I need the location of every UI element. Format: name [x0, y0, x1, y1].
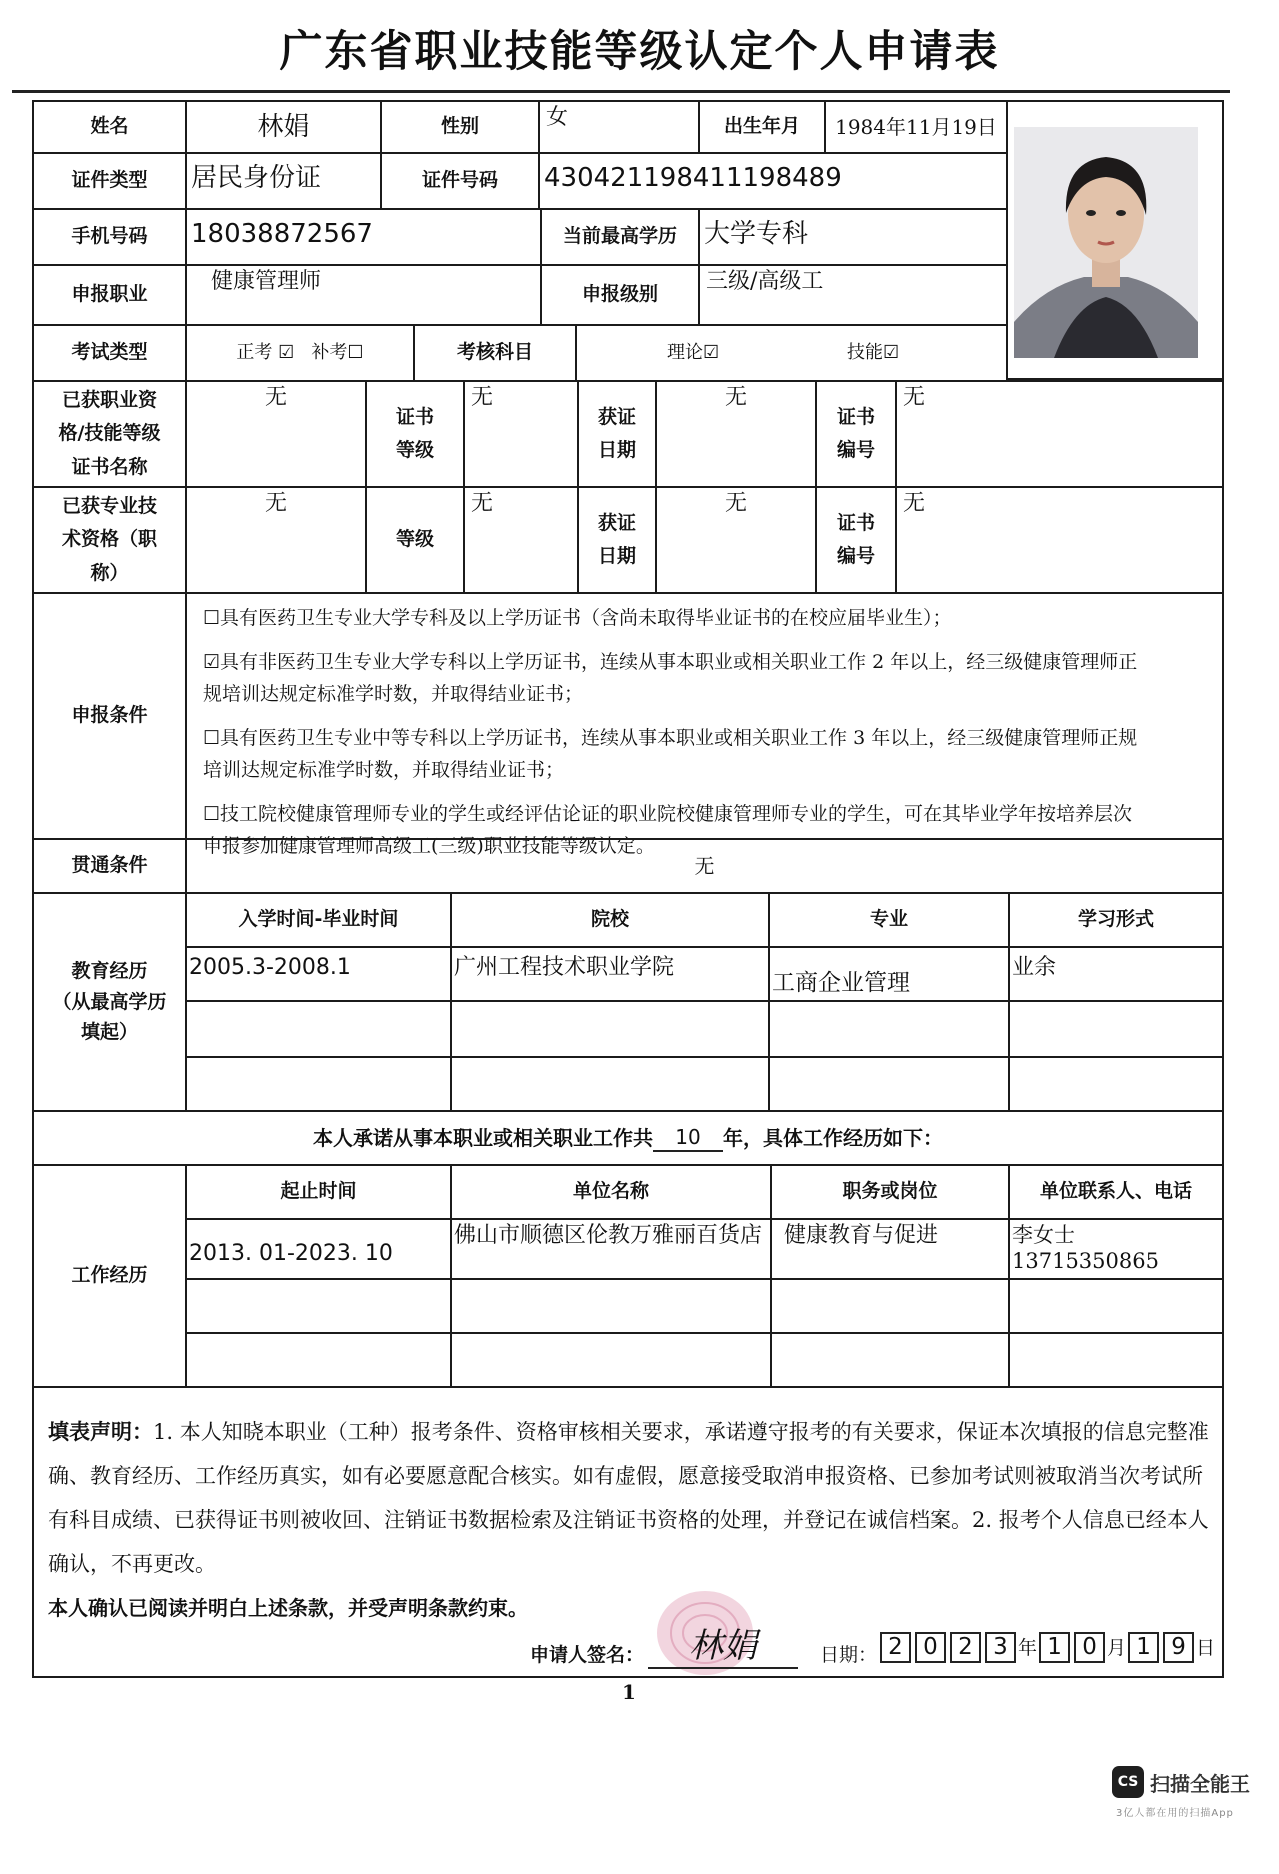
month-digit-2: 0 [1074, 1632, 1105, 1663]
declaration-confirm: 本人确认已阅读并明白上述条款，并受声明条款约束。 [48, 1596, 528, 1620]
exam-type-label: 考试类型 [32, 324, 187, 382]
day-digit-1: 1 [1128, 1632, 1159, 1663]
edu-header-major: 专业 [768, 892, 1010, 948]
work-label: 工作经历 [32, 1164, 187, 1388]
work-row2-contact [1008, 1278, 1224, 1334]
month-digit-1: 1 [1039, 1632, 1070, 1663]
cert-row1-date: 无 [655, 380, 817, 488]
applicant-photo [1014, 127, 1198, 358]
work-row1-company: 佛山市顺德区伦教万雅丽百货店 [450, 1218, 772, 1280]
edu-row2-major [768, 1000, 1010, 1058]
cert-row1-no: 无 [895, 380, 1224, 488]
cert-row1-label: 已获职业资 格/技能等级 证书名称 [32, 380, 187, 488]
idtype-label: 证件类型 [32, 152, 187, 210]
cert-row2-no: 无 [895, 486, 1224, 594]
edu-value: 大学专科 [698, 208, 1008, 266]
edu-row1-form: 业余 [1008, 946, 1224, 1002]
edu-row3-form [1008, 1056, 1224, 1112]
skill-checkbox[interactable]: 技能☑ [847, 342, 900, 363]
work-row1-contact: 李女士 13715350865 [1008, 1218, 1224, 1280]
edu-row1-time: 2005.3-2008.1 [185, 946, 452, 1002]
cert-row2-label: 已获专业技 术资格（职 称） [32, 486, 187, 594]
declaration-body: 1. 本人知晓本职业（工种）报考条件、资格审核相关要求，承诺遵守报考的有关要求，保证本次填报的信息完整准确、教育经历、工作经历真实，如有必要愿意配合核实。如有虚假，愿意接受取消申报资格、已参加考试则被取消当次考试所有科目成绩、已获得证书则被收回、注销证书数据检索及注销证书资格的处理，并登记在诚信档案。2. 报考个人信息已经本人确认，不再更改。 [48, 1420, 1209, 1576]
condition-item-2[interactable]: ☑具有非医药卫生专业大学专科以上学历证书，连续从事本职业或相关职业工作 2 年以上，经三级健康管理师正 规培训达规定标准学时数，并取得结业证书； [203, 651, 1138, 705]
edu-row2-school [450, 1000, 770, 1058]
cert-row1-date-label: 获证 日期 [577, 380, 657, 488]
edu-header-form: 学习形式 [1008, 892, 1224, 948]
commit-row: 本人承诺从事本职业或相关职业工作共 10 年，具体工作经历如下： [32, 1110, 1224, 1166]
sign-label: 申请人签名： [530, 1644, 645, 1666]
year-digit-4: 3 [985, 1632, 1016, 1663]
edu-row3-school [450, 1056, 770, 1112]
idtype-value: 居民身份证 [185, 152, 382, 210]
work-row2-post [770, 1278, 1010, 1334]
edu-header-time: 入学时间-毕业时间 [185, 892, 452, 948]
job-value: 健康管理师 [185, 264, 542, 326]
work-row3-post [770, 1332, 1010, 1388]
declaration-heading: 填表声明： [48, 1420, 153, 1444]
year-digit-1: 2 [880, 1632, 911, 1663]
work-row3-contact [1008, 1332, 1224, 1388]
title-rule [12, 90, 1230, 93]
scanner-watermark [1112, 1764, 1262, 1824]
cert-row2-date: 无 [655, 486, 817, 594]
name-value: 林娟 [185, 100, 382, 154]
page-number: 1 [622, 1680, 636, 1704]
condition-item-1[interactable]: ☐具有医药卫生专业大学专科及以上学历证书（含尚未取得毕业证书的在校应届毕业生）； [203, 607, 952, 629]
conditions-list [185, 592, 1224, 857]
edu-row1-school: 广州工程技术职业学院 [450, 946, 770, 1002]
work-header-time: 起止时间 [185, 1164, 452, 1220]
edu-row3-major [768, 1056, 1010, 1112]
name-label: 姓名 [32, 100, 187, 154]
phone-label: 手机号码 [32, 208, 187, 266]
commit-years: 10 [653, 1125, 723, 1152]
edu-row2-time [185, 1000, 452, 1058]
work-row2-time [185, 1278, 452, 1334]
education-label: 教育经历 （从最高学历 填起） [32, 892, 187, 1112]
edu-row3-time [185, 1056, 452, 1112]
cert-row1-grade: 无 [463, 380, 579, 488]
theory-checkbox[interactable]: 理论☑ [667, 342, 720, 363]
cert-row2-date-label: 获证 日期 [577, 486, 657, 594]
signature: 林娟 [648, 1618, 798, 1669]
work-row1-post: 健康教育与促进 [770, 1218, 1010, 1280]
birth-label: 出生年月 [698, 100, 826, 154]
work-header-company: 单位名称 [450, 1164, 772, 1220]
gender-label: 性别 [380, 100, 540, 154]
through-label: 贯通条件 [32, 838, 187, 894]
level-value: 三级/高级工 [698, 264, 1008, 326]
job-label: 申报职业 [32, 264, 187, 326]
condition-item-3[interactable]: ☐具有医药卫生专业中等专科以上学历证书，连续从事本职业或相关职业工作 3 年以上，经三级健康管理师正规 培训达规定标准学时数，并取得结业证书； [203, 727, 1138, 781]
cert-row2-name: 无 [185, 486, 367, 594]
work-row3-company [450, 1332, 772, 1388]
work-row2-company [450, 1278, 772, 1334]
level-label: 申报级别 [540, 264, 700, 326]
cert-row1-no-label: 证书 编号 [815, 380, 897, 488]
watermark-app-name: 扫描全能王 [1150, 1772, 1250, 1796]
cert-row2-no-label: 证书 编号 [815, 486, 897, 594]
exam-type-value: 正考 ☑ 补考☐ [185, 324, 415, 382]
cert-row1-name: 无 [185, 380, 367, 488]
cs-logo-icon: CS [1112, 1766, 1144, 1798]
edu-header-school: 院校 [450, 892, 770, 948]
watermark-tagline: 3亿人都在用的扫描App [1116, 1808, 1234, 1819]
edu-row1-major: 工商企业管理 [768, 946, 1010, 1002]
cert-row1-grade-label: 证书 等级 [365, 380, 465, 488]
work-row3-time [185, 1332, 452, 1388]
work-header-post: 职务或岗位 [770, 1164, 1010, 1220]
signature-area [530, 1610, 1220, 1670]
exam-subject-value [575, 324, 1008, 382]
year-digit-2: 0 [915, 1632, 946, 1663]
declaration-text [48, 1410, 1218, 1630]
day-digit-2: 9 [1163, 1632, 1194, 1663]
condition-item-4[interactable]: ☐技工院校健康管理师专业的学生或经评估论证的职业院校健康管理师专业的学生，可在其毕业学年按培养层次 申报参加健康管理师高级工(三级)职业技能等级认定。 [203, 803, 1133, 857]
idno-label: 证件号码 [380, 152, 540, 210]
date-label: 日期： [820, 1644, 878, 1666]
work-row1-time: 2013. 01-2023. 10 [185, 1218, 452, 1280]
phone-value: 18038872567 [185, 208, 542, 266]
form-title: 广东省职业技能等级认定个人申请表 [279, 27, 1000, 77]
idno-value: 430421198411198489 [538, 152, 1008, 210]
through-value: 无 [185, 838, 1224, 894]
work-header-contact: 单位联系人、电话 [1008, 1164, 1224, 1220]
year-digit-3: 2 [950, 1632, 981, 1663]
edu-row2-form [1008, 1000, 1224, 1058]
conditions-label: 申报条件 [32, 592, 187, 840]
date-boxes: 2 0 2 3 年 1 0 月 1 9 日 [878, 1632, 1215, 1663]
portrait-image [1014, 127, 1198, 358]
cert-row2-grade: 无 [463, 486, 579, 594]
exam-subject-label: 考核科目 [413, 324, 577, 382]
birth-value: 1984年11月19日 [824, 100, 1008, 154]
cert-row2-grade-label: 等级 [365, 486, 465, 594]
gender-value: 女 [538, 100, 700, 154]
edu-label: 当前最高学历 [540, 208, 700, 266]
